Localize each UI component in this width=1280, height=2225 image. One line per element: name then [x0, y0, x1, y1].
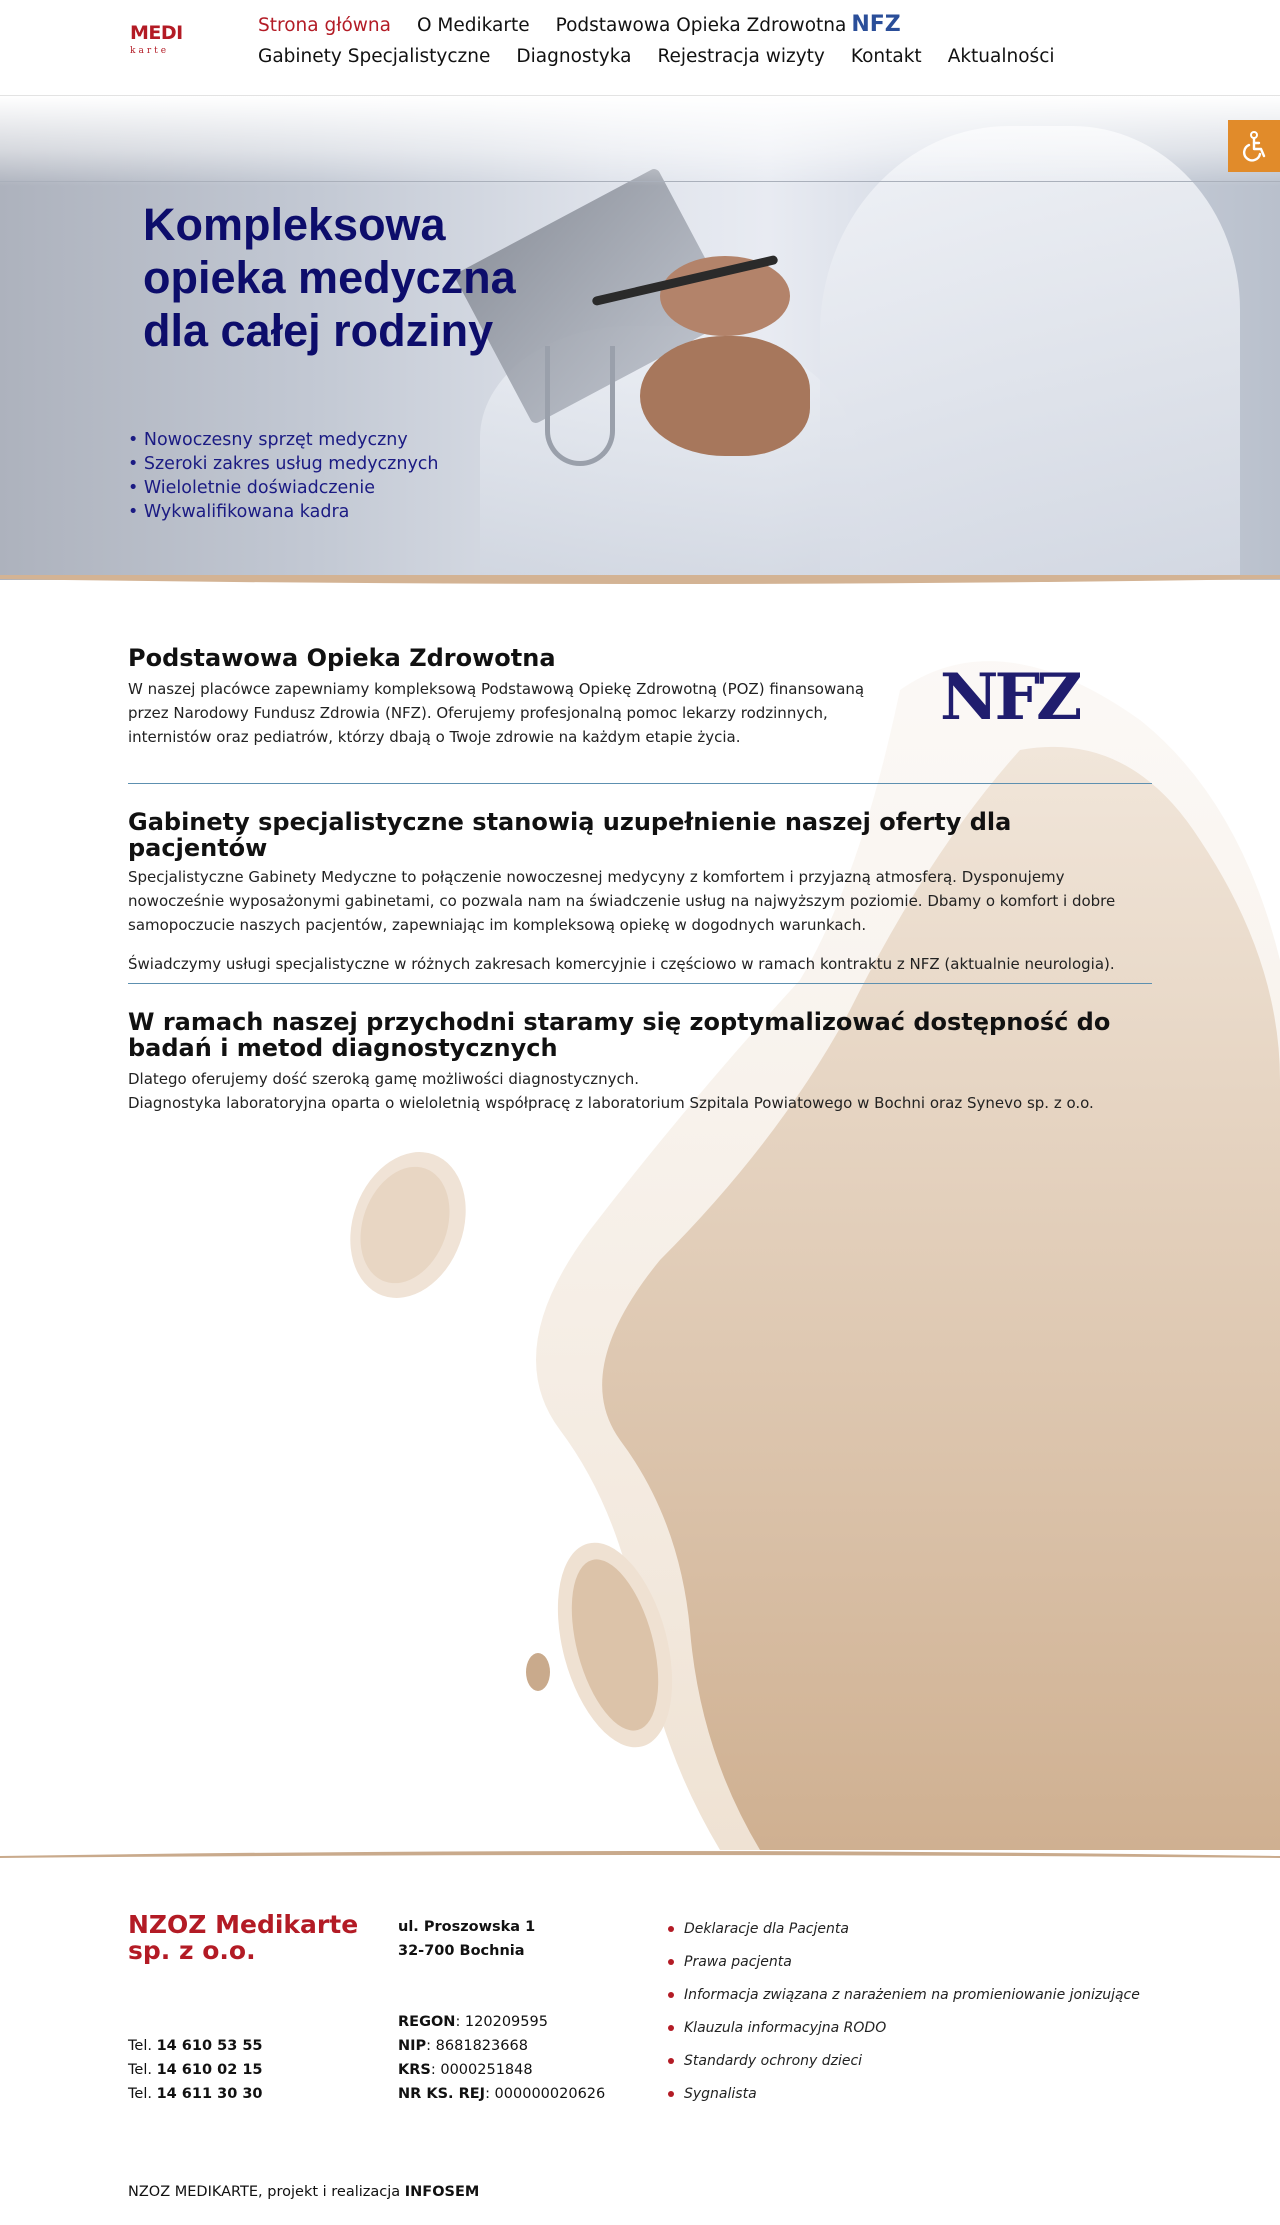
- section-gabinety-text-nfz: Świadczymy usługi specjalistyczne w różnych zakresach komercyjnie i częściowo w ramach kontraktu z NFZ (aktualnie neurologia).: [128, 955, 1115, 973]
- hero-bullet: • Wykwalifikowana kadra: [128, 502, 350, 522]
- section-diagnostyka-title: W ramach naszej przychodni staramy się zoptymalizować dostępność do badań i metod diagnostycznych: [128, 1008, 1111, 1062]
- footer-link-rodo[interactable]: Klauzula informacyjna RODO: [668, 2017, 1140, 2050]
- id-value: : 120209595: [455, 2014, 548, 2030]
- nav-poz-nfz: NFZ: [851, 12, 901, 37]
- footer-link-promieniowanie[interactable]: Informacja związana z narażeniem na promieniowanie jonizujące: [668, 1984, 1140, 2017]
- footer-id-nip: [398, 2034, 605, 2058]
- footer-top-wave: [0, 1840, 1280, 1860]
- hero-divider-line: [0, 181, 1280, 182]
- phone-label: Tel.: [128, 2038, 152, 2054]
- footer-link-sygnalista[interactable]: Sygnalista: [668, 2083, 1140, 2116]
- nav-item-diagnostyka[interactable]: Diagnostyka: [516, 46, 632, 67]
- phone-label: Tel.: [128, 2086, 152, 2102]
- hero-title-line: dla całej rodziny: [143, 305, 494, 356]
- footer-company-name: [128, 1912, 358, 1964]
- nav-item-kontakt[interactable]: Kontakt: [850, 46, 922, 67]
- section-diagnostyka-text-lab: Diagnostyka laboratoryjna oparta o wieloletnią współpracę z laboratorium Szpitala Powiatowego w Bochni oraz Synevo sp. z o.o.: [128, 1094, 1094, 1112]
- footer-address-city: 32-700 Bochnia: [398, 1943, 525, 1959]
- logo-text: MEDI: [130, 22, 183, 44]
- site-header: [0, 0, 1280, 96]
- credits-brand-link[interactable]: INFOSEM: [404, 2184, 480, 2200]
- footer-company-line: NZOZ Medikarte: [128, 1910, 359, 1939]
- footer-id-krs: [398, 2058, 605, 2082]
- footer-phone[interactable]: [128, 2082, 263, 2106]
- hero-bullet: • Wieloletnie doświadczenie: [128, 478, 376, 498]
- section-gabinety-title: Gabinety specjalistyczne stanowią uzupełnienie naszej oferty dla pacjentów: [128, 808, 1012, 862]
- hero-photo-hand: [640, 336, 810, 456]
- hero-bullet: • Szeroki zakres usług medycznych: [128, 454, 439, 474]
- hero-bullet: • Nowoczesny sprzęt medyczny: [128, 430, 408, 450]
- footer-link-ochrona-dzieci[interactable]: Standardy ochrony dzieci: [668, 2050, 1140, 2083]
- footer-company-ids: [398, 2010, 605, 2106]
- nav-row-1: [258, 12, 1118, 46]
- footer-phone[interactable]: [128, 2034, 263, 2058]
- phone-number: 14 610 53 55: [156, 2038, 263, 2054]
- hero-title-line: opieka medyczna: [143, 252, 516, 303]
- credits-text: NZOZ MEDIKARTE, projekt i realizacja: [128, 2184, 405, 2200]
- footer-link-deklaracje[interactable]: Deklaracje dla Pacjenta: [668, 1918, 1140, 1951]
- id-value: : 000000020626: [485, 2086, 606, 2102]
- hero-top-fade: [0, 96, 1280, 186]
- nav-item-poz[interactable]: [556, 12, 901, 37]
- section-gabinety-text: Specjalistyczne Gabinety Medyczne to połączenie nowoczesnej medycyny z komfortem i przyjazną atmosferą. Dysponujemy nowocześnie wyposażonymi gabinetami, co pozwala nam na świadczenie usług na najwyższym poziomie. Dbamy o komfort i dobre samopoczucie naszych pacjentów, zapewniając im kompleksową opiekę w dogodnych warunkach.: [128, 868, 1116, 934]
- section-poz: [128, 645, 1152, 785]
- hero-title: [143, 198, 516, 357]
- nfz-logo: [940, 665, 1080, 725]
- footer-address: [398, 1915, 535, 1963]
- nav-item-aktualnosci[interactable]: Aktualności: [947, 46, 1055, 67]
- footer-phones: [128, 2034, 263, 2106]
- hero-photo-doctor: [820, 126, 1240, 580]
- id-value: : 8681823668: [426, 2038, 528, 2054]
- section-diagnostyka-text: Dlatego oferujemy dość szeroką gamę możliwości diagnostycznych.: [128, 1070, 640, 1088]
- section-poz-text: W naszej placówce zapewniamy kompleksową Podstawową Opiekę Zdrowotną (POZ) finansowaną przez Narodowy Fundusz Zdrowia (NFZ). Oferujemy profesjonalną pomoc lekarzy rodzinnych, internistów oraz pediatrów, którzy dbają o Twoje zdrowie na każdym etapie życia.: [128, 680, 865, 746]
- accessibility-button[interactable]: [1228, 120, 1280, 172]
- footer-id-nr-ks-rej: [398, 2082, 605, 2106]
- nav-item-rejestracja[interactable]: Rejestracja wizyty: [657, 46, 825, 67]
- phone-number: 14 611 30 30: [156, 2086, 263, 2102]
- id-label: NR KS. REJ: [398, 2086, 486, 2102]
- footer-link-prawa-pacjenta[interactable]: Prawa pacjenta: [668, 1951, 1140, 1984]
- hero-bullets: [128, 428, 439, 524]
- footer-phone[interactable]: [128, 2058, 263, 2082]
- nav-row-2: [258, 46, 1118, 80]
- id-value: : 0000251848: [430, 2062, 533, 2078]
- footer-address-street: ul. Proszowska 1: [398, 1919, 536, 1935]
- hero-photo-stethoscope: [545, 346, 615, 466]
- logo-subtext: karte: [130, 46, 170, 56]
- section-gabinety: [128, 784, 1152, 983]
- section-poz-title: Podstawowa Opieka Zdrowotna: [128, 644, 556, 672]
- wheelchair-icon: [1238, 130, 1270, 162]
- footer-links: [668, 1918, 1140, 2116]
- id-label: NIP: [398, 2038, 427, 2054]
- nav-poz-label: Podstawowa Opieka Zdrowotna: [555, 15, 847, 36]
- nav-item-strona-glowna[interactable]: Strona główna: [258, 15, 391, 36]
- footer-id-regon: [398, 2010, 605, 2034]
- footer-credits: [128, 2184, 479, 2200]
- phone-label: Tel.: [128, 2062, 152, 2078]
- footer-company-line: sp. z o.o.: [128, 1936, 256, 1965]
- id-label: REGON: [398, 2014, 456, 2030]
- nav-item-gabinety[interactable]: Gabinety Specjalistyczne: [258, 46, 491, 67]
- section-diagnostyka: [128, 984, 1152, 1115]
- main-content: [128, 645, 1152, 1115]
- main-nav: [258, 12, 1118, 80]
- id-label: KRS: [398, 2062, 431, 2078]
- medikarte-logo[interactable]: [130, 22, 186, 66]
- nfz-logo-text: NFZ: [940, 665, 1079, 725]
- hero-title-line: Kompleksowa: [143, 199, 446, 250]
- phone-number: 14 610 02 15: [156, 2062, 263, 2078]
- nav-item-o-medikarte[interactable]: O Medikarte: [416, 15, 530, 36]
